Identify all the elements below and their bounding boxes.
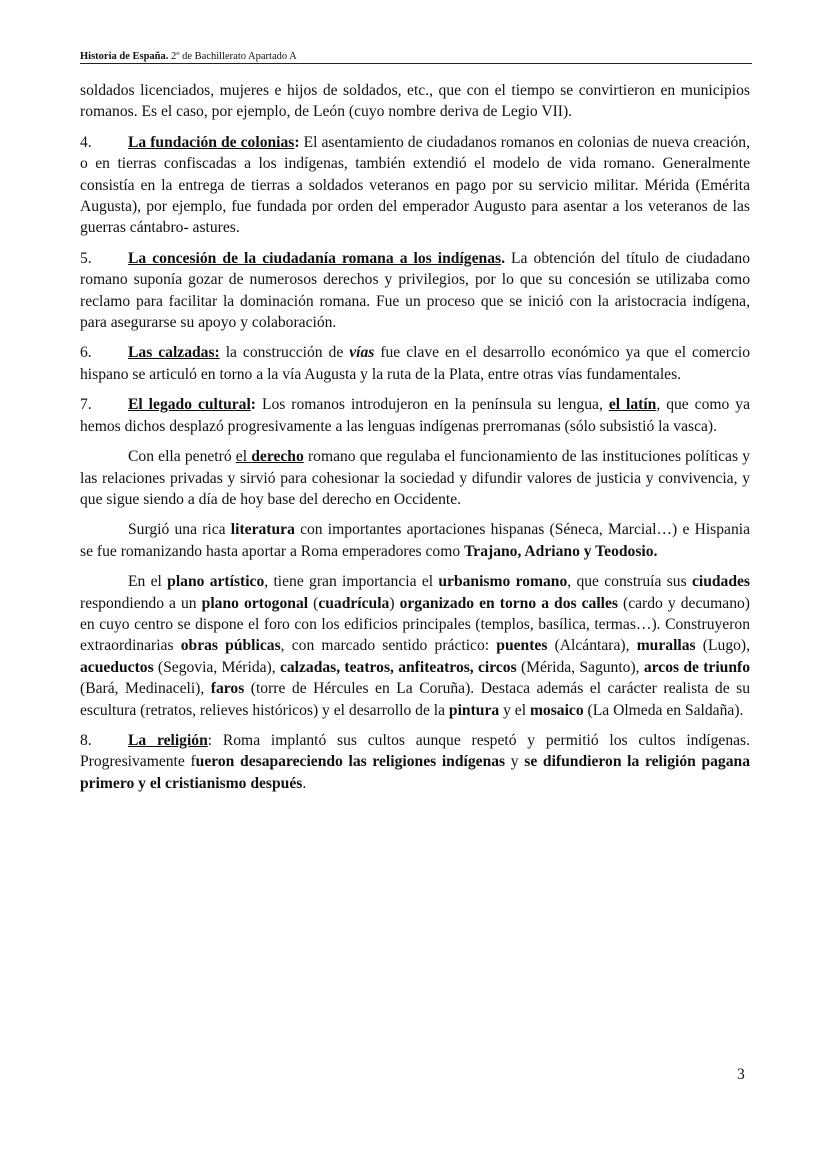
emphasized-text: Trajano, Adriano y Teodosio. xyxy=(464,542,658,560)
emphasized-text: plano artístico xyxy=(167,573,265,591)
emphasized-text: mosaico xyxy=(529,701,584,719)
body-text: El asentamiento de ciudadanos romanos en colonias de nueva creación, o en tierras confiscadas a los indígenas, también extendió el modelo de vida romano. Generalmente consistía en la entrega de tierras a soldados veteranos en pago por su servicio militar. Mérida (Emérita Augusta), por ejemplo, fue fundada por orden del emperador Augusto para asentar a los veteranos de las guerras cántabro- astures. xyxy=(80,133,750,237)
numbered-paragraph xyxy=(80,730,750,794)
section-heading-text: La concesión de la ciudadanía romana a los indígenas xyxy=(128,249,502,267)
paragraph-number: 5. xyxy=(80,249,92,267)
emphasized-text: . xyxy=(501,249,505,267)
emphasized-text: se difundieron la religión pagana primero y el cristianismo después xyxy=(80,753,750,792)
emphasized-text: organizado en torno a dos calles xyxy=(399,594,618,612)
paragraph xyxy=(80,571,750,721)
body-text: fue clave en el desarrollo económico ya que el comercio hispano se articuló en torno a la vía Augusta y la ruta de la Plata, entre otras vías fundamentales. xyxy=(80,344,750,383)
body-text: (Segovia, Mérida), xyxy=(153,658,280,676)
numbered-paragraph xyxy=(80,394,750,437)
paragraph xyxy=(80,519,750,562)
emphasized-text: acueductos xyxy=(80,658,154,676)
body-text: (cardo y decumano) en cuyo centro se dispone el foro con los edificios principales (templos, basílica, termas…). Construyeron extraordinarias xyxy=(80,594,750,655)
body-text: Con ella penetró xyxy=(128,448,236,466)
section-heading-text: derecho xyxy=(251,448,304,466)
numbered-paragraph xyxy=(80,248,750,334)
emphasized-text: faros xyxy=(210,680,245,698)
emphasized-text: urbanismo romano xyxy=(438,573,568,591)
body-text: (torre de Hércules en La Coruña). Destaca además el carácter realista de su escultura (retratos, relieves históricos) y el desarrollo de la xyxy=(80,680,750,719)
section-heading-text: La fundación de colonias xyxy=(128,133,295,151)
body-text: Surgió una rica xyxy=(128,521,231,539)
paragraph-number: 4. xyxy=(80,133,92,151)
header-course: 2º de Bachillerato Apartado A xyxy=(168,51,297,62)
body-text: , tiene gran importancia el xyxy=(264,573,439,591)
emphasized-text: calzadas, teatros, anfiteatros, circos xyxy=(279,658,517,676)
body-text: (La Olmeda en Saldaña). xyxy=(583,701,744,719)
body-text: (Bará, Medinaceli), xyxy=(80,680,211,698)
body-text: : Roma implantó sus cultos aunque respetó y permitió los cultos indígenas. Progresivamente f xyxy=(80,731,751,771)
body-text: y el xyxy=(499,701,530,719)
paragraph xyxy=(80,446,750,510)
body-text: , que construía sus xyxy=(567,573,692,591)
emphasized-text: vías xyxy=(349,344,375,362)
body-text: . xyxy=(302,774,307,792)
body-text: La obtención del título de ciudadano romano suponía gozar de numerosos derechos y privilegios, por lo que su concesión se utilizaba como reclamo para facilitar la dominación romana. Fue un proceso que se inició con la aristocracia indígena, para asegurarse su apoyo y colaboración. xyxy=(80,249,750,332)
emphasized-text: obras públicas xyxy=(180,637,281,655)
paragraph-number: 6. xyxy=(80,344,92,362)
section-heading-text: el xyxy=(235,448,252,466)
emphasized-text: arcos de triunfo xyxy=(643,658,750,676)
body-text: (Lugo), xyxy=(695,637,751,655)
emphasized-text: : xyxy=(294,133,300,151)
emphasized-text: literatura xyxy=(230,521,295,539)
emphasized-text: pintura xyxy=(448,701,500,719)
body-text: con importantes aportaciones hispanas (Séneca, Marcial…) e Hispania se fue romanizando hasta aportar a Roma emperadores como xyxy=(80,521,750,560)
emphasized-text: ciudades xyxy=(691,573,750,591)
document-body xyxy=(80,80,750,803)
body-text: , que como ya hemos dichos desplazó progresivamente a las lenguas indígenas prerromanas (sólo subsistió la vasca). xyxy=(80,396,750,435)
body-text: (Mérida, Sagunto), xyxy=(516,658,644,676)
emphasized-text: ueron desapareciendo las religiones indígenas xyxy=(195,753,506,771)
paragraph-number: 8. xyxy=(80,731,92,749)
emphasized-text: cuadrícula xyxy=(318,594,390,612)
section-heading-text: El legado cultural xyxy=(128,396,251,414)
emphasized-text: puentes xyxy=(496,637,548,655)
section-heading-text: el latín xyxy=(608,396,657,414)
numbered-paragraph xyxy=(80,342,750,385)
header-subject: Historia de España. xyxy=(80,51,169,62)
body-text: ( xyxy=(308,594,319,612)
body-text: la construcción de xyxy=(219,344,350,362)
section-heading-text: La religión xyxy=(128,731,208,749)
body-text: ) xyxy=(389,594,400,612)
numbered-paragraph xyxy=(80,132,750,239)
emphasized-text: plano ortogonal xyxy=(201,594,309,612)
body-text: En el xyxy=(128,573,168,591)
body-text: , con marcado sentido práctico: xyxy=(280,637,497,655)
body-text: Los romanos introdujeron en la península su lengua, xyxy=(256,396,609,414)
body-text: (Alcántara), xyxy=(547,637,637,655)
paragraph-number: 7. xyxy=(80,396,92,414)
body-text: y xyxy=(505,753,525,771)
body-text: soldados licenciados, mujeres e hijos de soldados, etc., que con el tiempo se convirtieron en municipios romanos. Es el caso, por ejemplo, de León (cuyo nombre deriva de Legio VII). xyxy=(80,82,750,121)
page-header xyxy=(80,51,752,64)
body-text: romano que regulaba el funcionamiento de las instituciones políticas y las relaciones privadas y sirvió para cohesionar la sociedad y difundir valores de justicia y convivencia, y que sigue siendo a día de hoy base del derecho en Occidente. xyxy=(80,448,750,508)
body-text: respondiendo a un xyxy=(80,594,202,612)
page-number: 3 xyxy=(737,1066,745,1083)
paragraph xyxy=(80,80,750,123)
emphasized-text: murallas xyxy=(636,637,696,655)
section-heading-text: Las calzadas: xyxy=(128,344,220,362)
emphasized-text: : xyxy=(250,396,256,414)
